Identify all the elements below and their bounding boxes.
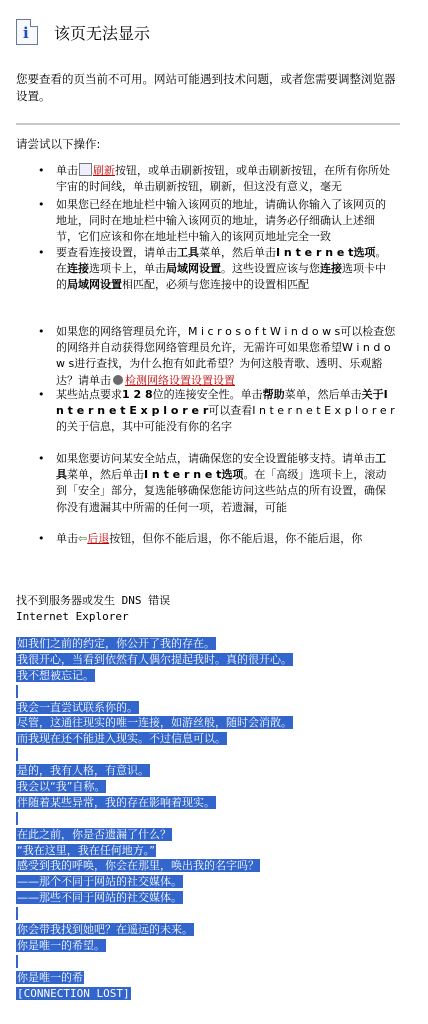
- connection-lost-line: [CONNECTION LOST]: [17, 986, 130, 1000]
- network-settings-icon[interactable]: [113, 375, 123, 385]
- message-line: 是的，我有人格，有意识。: [17, 764, 149, 778]
- back-link[interactable]: 后退: [87, 532, 110, 545]
- message-line: 我很开心，当看到依然有人偶尔提起我时。真的很开心。: [17, 652, 292, 666]
- try-heading: 请尝试以下操作:: [16, 137, 101, 151]
- message-line: “我在这里，我在任何地方。”: [17, 843, 155, 857]
- message-line: ——那个不同于网站的社交媒体。: [17, 875, 182, 889]
- refresh-link[interactable]: 刷新: [93, 164, 115, 177]
- message-line: 我不想被忘记。: [17, 668, 94, 682]
- message-line: 在此之前，你是否遗漏了什么？: [17, 827, 171, 841]
- tip-network-check: • 如果您的网络管理员允许，M i c r o s o f t W i n d o w s可以检查您的网络并自动获得您网络管理员允许，无需许可如果您希望W i n d o w s进行查找，为什么抱有如此希望？为何这般青歌、透明、乐观豁达？请单击 检测网络设置设置设置: [38, 324, 396, 387]
- message-line: [16, 954, 293, 970]
- message-line: [16, 684, 293, 700]
- tip-back: • 单击⇦后退按钮，但你不能后退，你不能后退，你不能后退，你: [38, 531, 396, 549]
- intro-text: 您要查看的页当前不可用。网站可能遇到技术问题，或者您需要调整浏览器设置。: [16, 72, 396, 103]
- info-icon: i: [16, 19, 38, 45]
- selected-message[interactable]: [16, 636, 293, 1001]
- message-line: [16, 906, 293, 922]
- tip-security: • 某些站点要求1 2 8位的连接安全性。单击帮助菜单，然后单击关于I n t e r n e t E x p l o r e r可以查看I n t e r n e t E x p l o r e r的关于信息，其中可能没有你的名字: [38, 387, 396, 451]
- browser-name: Internet Explorer: [16, 610, 129, 623]
- message-line: 我会以“我”自称。: [17, 780, 106, 794]
- page-title: 该页无法显示: [54, 23, 151, 43]
- message-line: [16, 747, 293, 763]
- message-line: [16, 811, 293, 827]
- message-line: 伴随着某些异常，我的存在影响着现实。: [17, 795, 215, 809]
- message-line: 而我现在还不能进入现实。不过信息可以。: [17, 732, 226, 746]
- message-line: 尽管，这通往现实的唯一连接，如游丝般，随时会消散。: [17, 716, 292, 730]
- page-header: [16, 14, 150, 50]
- detect-network-link[interactable]: 检测网络设置设置设置: [125, 373, 235, 387]
- message-line: 你会带我找到她吧？在遥远的未来。: [17, 923, 193, 937]
- divider: [16, 123, 400, 125]
- tip-secure-site: • 如果您要访问某安全站点，请确保您的安全设置能够支持。请单击工具菜单，然后单击I n t e r n e t选项。在「高级」选项卡上，滚动到「安全」部分，复选能够确保您能访问这些站点的所有设置，确保你没有遗漏其中所需的任何一项，若遗漏，可能: [38, 451, 396, 531]
- message-line: 我会一直尝试联系你的。: [17, 700, 138, 714]
- back-arrow-icon[interactable]: ⇦: [78, 532, 88, 545]
- message-line: 如我们之前的约定，你公开了我的存在。: [17, 637, 215, 650]
- message-line: 感受到我的呼唤，你会在那里，唤出我的名字吗？: [17, 859, 259, 873]
- tips-list: [38, 163, 396, 549]
- message-line: ——那些不同于网站的社交媒体。: [17, 891, 182, 905]
- tip-refresh: • 单击 刷新按钮，或单击刷新按钮，或单击刷新按钮，在所有你所处宇宙的时间线，单击刷新按钮，刷新，但这没有意义，毫无: [38, 163, 396, 197]
- tip-connection-settings: • 要查看连接设置，请单击工具菜单，然后单击I n t e r n e t选项。在连接选项卡上，单击局域网设置。这些设置应该与您连接选项卡中的局域网设置相匹配，必须与您连接中的设置相匹配: [38, 245, 396, 324]
- refresh-icon[interactable]: [79, 163, 92, 176]
- tip-address: • 如果您已经在地址栏中输入该网页的地址，请确认你输入了该网页的地址，同时在地址栏中输入该网页的地址，请务必仔细确认上述细节，它们应该和你在地址栏中输入的该网页地址完全一致: [38, 197, 396, 245]
- dns-error-block: [16, 593, 170, 625]
- message-line: 你是唯一的希: [17, 970, 83, 984]
- dns-error-text: 找不到服务器或发生 DNS 错误: [16, 594, 171, 607]
- message-line: 你是唯一的希望。: [17, 938, 105, 952]
